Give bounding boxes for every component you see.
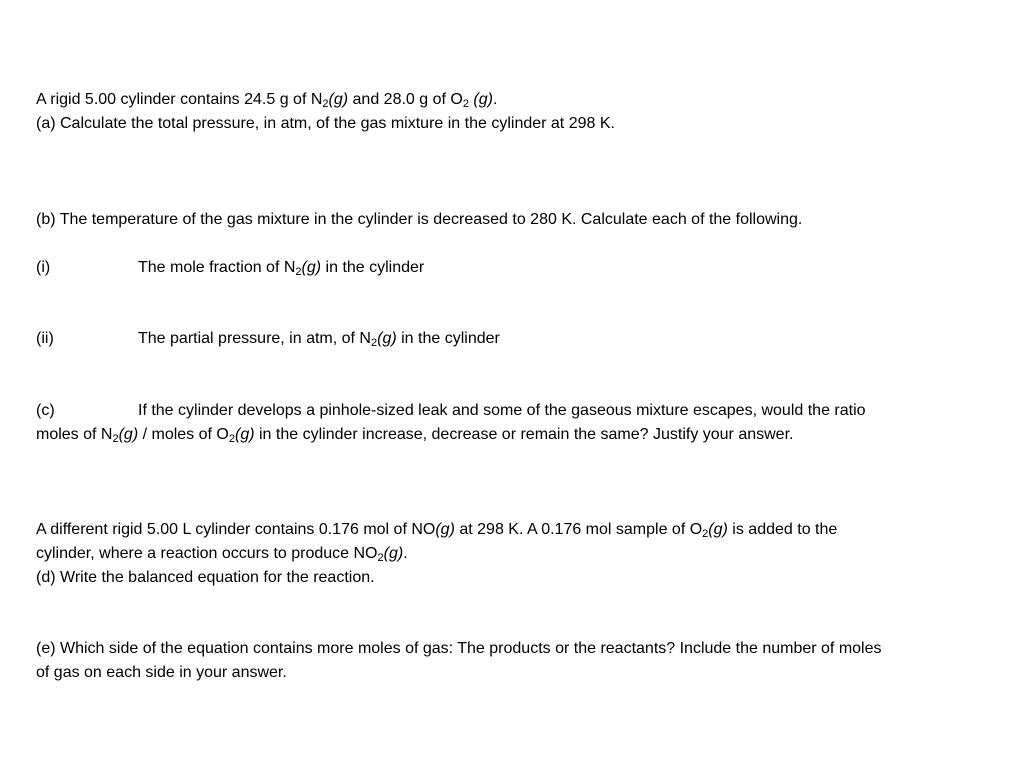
part-c-line-1 [36, 399, 866, 423]
part-b-i-sub: 2 [295, 266, 302, 278]
part-b-ii-text-2: in the cylinder [396, 330, 500, 347]
part-c-text-4: in the cylinder increase, decrease or remain the same? Justify your answer. [254, 426, 794, 443]
part-c-sub-1: 2 [112, 433, 119, 445]
part-a: (a) Calculate the total pressure, in atm, of the gas mixture in the cylinder at 298 K. [36, 115, 615, 132]
part-d: (d) Write the balanced equation for the reaction. [36, 569, 375, 586]
part-b-i-text-2: in the cylinder [321, 259, 425, 276]
second-intro-state-1: (g) [435, 521, 455, 538]
second-intro-text-2: at 298 K. A 0.176 mol sample of O [454, 521, 703, 538]
part-b-ii-state: (g) [377, 330, 397, 347]
part-c-text-3: / moles of O [138, 426, 229, 443]
intro-state-1: (g) [328, 91, 349, 108]
part-c-state-1: (g) [118, 426, 139, 443]
second-intro-text-1: A different rigid 5.00 L cylinder contains 0.176 mol of NO [36, 521, 436, 538]
part-b-ii-sub: 2 [370, 337, 378, 349]
second-intro-line-1 [36, 518, 837, 542]
part-c-sub-2: 2 [228, 433, 235, 445]
part-b-ii-text-1: The partial pressure, in atm, of N [138, 330, 371, 347]
intro-sub-2: 2 [462, 98, 469, 110]
second-intro-sub-2: 2 [377, 552, 384, 564]
second-intro-text-4: cylinder, where a reaction occurs to produce NO [36, 545, 378, 562]
part-c-label: (c) [36, 402, 55, 419]
second-intro-text-5: . [403, 545, 408, 562]
intro-line [36, 88, 497, 112]
second-intro-text-3: is added to the [727, 521, 838, 538]
part-c-text-2: moles of N [36, 426, 113, 443]
second-intro-state-3: (g) [383, 545, 404, 562]
intro-state-2: (g) [468, 91, 493, 108]
intro-text-3: . [492, 91, 498, 108]
part-b-ii-label: (ii) [36, 330, 54, 347]
part-b-ii [36, 327, 500, 351]
part-c-text-1: If the cylinder develops a pinhole-sized leak and some of the gaseous mixture escapes, would the ratio [138, 402, 866, 419]
part-e-line-2: of gas on each side in your answer. [36, 664, 287, 681]
part-b: (b) The temperature of the gas mixture in the cylinder is decreased to 280 K. Calculate each of the following. [36, 211, 803, 228]
intro-sub-1: 2 [322, 98, 329, 110]
second-intro-state-2: (g) [708, 521, 728, 538]
part-b-i [36, 256, 424, 280]
part-c-line-2 [36, 423, 793, 447]
part-c-state-2: (g) [234, 426, 255, 443]
second-intro-line-2 [36, 542, 408, 566]
part-e-line-1: (e) Which side of the equation contains more moles of gas: The products or the reactants? Include the number of moles [36, 640, 882, 657]
intro-text-2: and 28.0 g of O [348, 91, 463, 108]
part-b-i-text-1: The mole fraction of N [138, 259, 296, 276]
second-intro-sub-1: 2 [702, 528, 709, 540]
part-b-i-label: (i) [36, 259, 51, 276]
intro-text-1: A rigid 5.00 cylinder contains 24.5 g of N [36, 91, 323, 108]
part-b-i-state: (g) [301, 259, 322, 276]
